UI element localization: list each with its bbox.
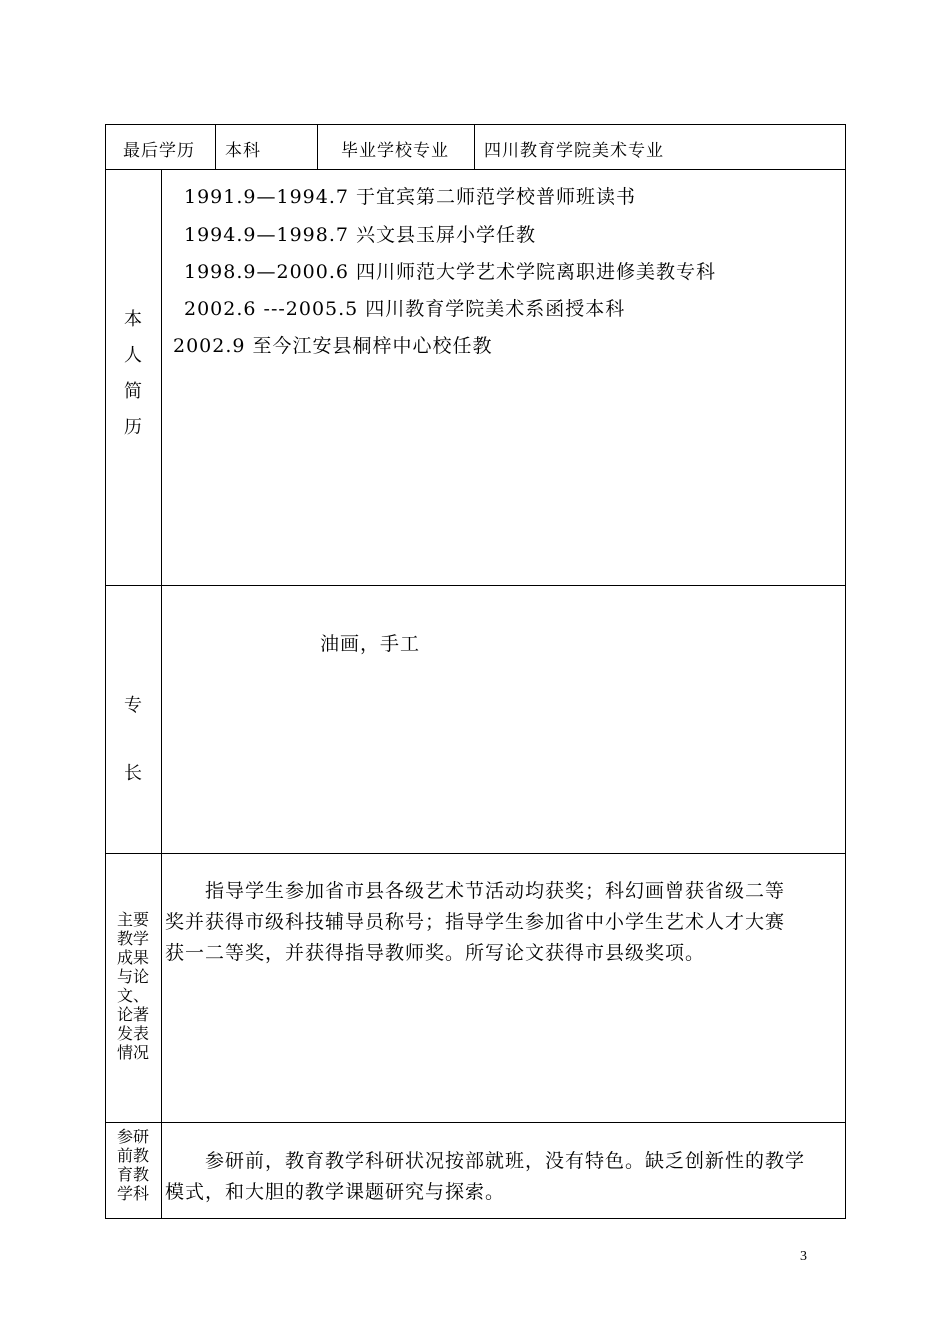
achievements-text: 指导学生参加省市县各级艺术节活动均获奖；科幻画曾获省级二等 奖并获得市级科技辅导员称号；指导学生参加省中小学生艺术人才大赛 获一二等奖，并获得指导教师奖。所写论文获得市县级奖项。 xyxy=(165,880,786,964)
value-degree: 本科 xyxy=(225,141,261,161)
resume-label: 本 人 简 历 xyxy=(124,309,142,438)
header-divider xyxy=(317,124,318,170)
table-bottom-border xyxy=(105,1218,846,1219)
label-school-major: 毕业学校专业 xyxy=(341,141,449,161)
pre-research-text: 参研前，教育教学科研状况按部就班，没有特色。缺乏创新性的教学 模式，和大胆的教学课题研究与探索。 xyxy=(165,1150,806,1203)
resume-entry: 2002.6 ---2005.5 四川教育学院美术系函授本科 xyxy=(184,298,626,320)
specialty-value: 油画，手工 xyxy=(320,633,421,655)
specialty-label: 专 长 xyxy=(124,695,142,784)
label-highest-degree: 最后学历 xyxy=(123,141,195,161)
table-right-border xyxy=(845,124,846,1219)
table-left-border xyxy=(105,124,106,1219)
achievements-label: 主要 教学 成果 与论 文、 论著 发表 情况 xyxy=(117,910,150,1062)
row-divider xyxy=(105,1122,846,1123)
resume-entry: 1991.9—1994.7 于宜宾第二师范学校普师班读书 xyxy=(184,186,637,208)
resume-entry: 1998.9—2000.6 四川师范大学艺术学院离职进修美教专科 xyxy=(184,261,717,283)
resume-entry: 2002.9 至今江安县桐梓中心校任教 xyxy=(173,335,493,357)
table-top-border xyxy=(105,124,846,125)
header-divider xyxy=(474,124,475,170)
page-number: 3 xyxy=(800,1249,807,1264)
header-divider xyxy=(215,124,216,170)
value-school-major: 四川教育学院美术专业 xyxy=(484,141,664,161)
row-divider xyxy=(105,169,846,170)
row-divider xyxy=(105,585,846,586)
label-column-divider xyxy=(161,169,162,1219)
row-divider xyxy=(105,853,846,854)
resume-entry: 1994.9—1998.7 兴文县玉屏小学任教 xyxy=(184,224,537,246)
pre-research-label: 参研 前教 育教 学科 xyxy=(117,1127,150,1203)
